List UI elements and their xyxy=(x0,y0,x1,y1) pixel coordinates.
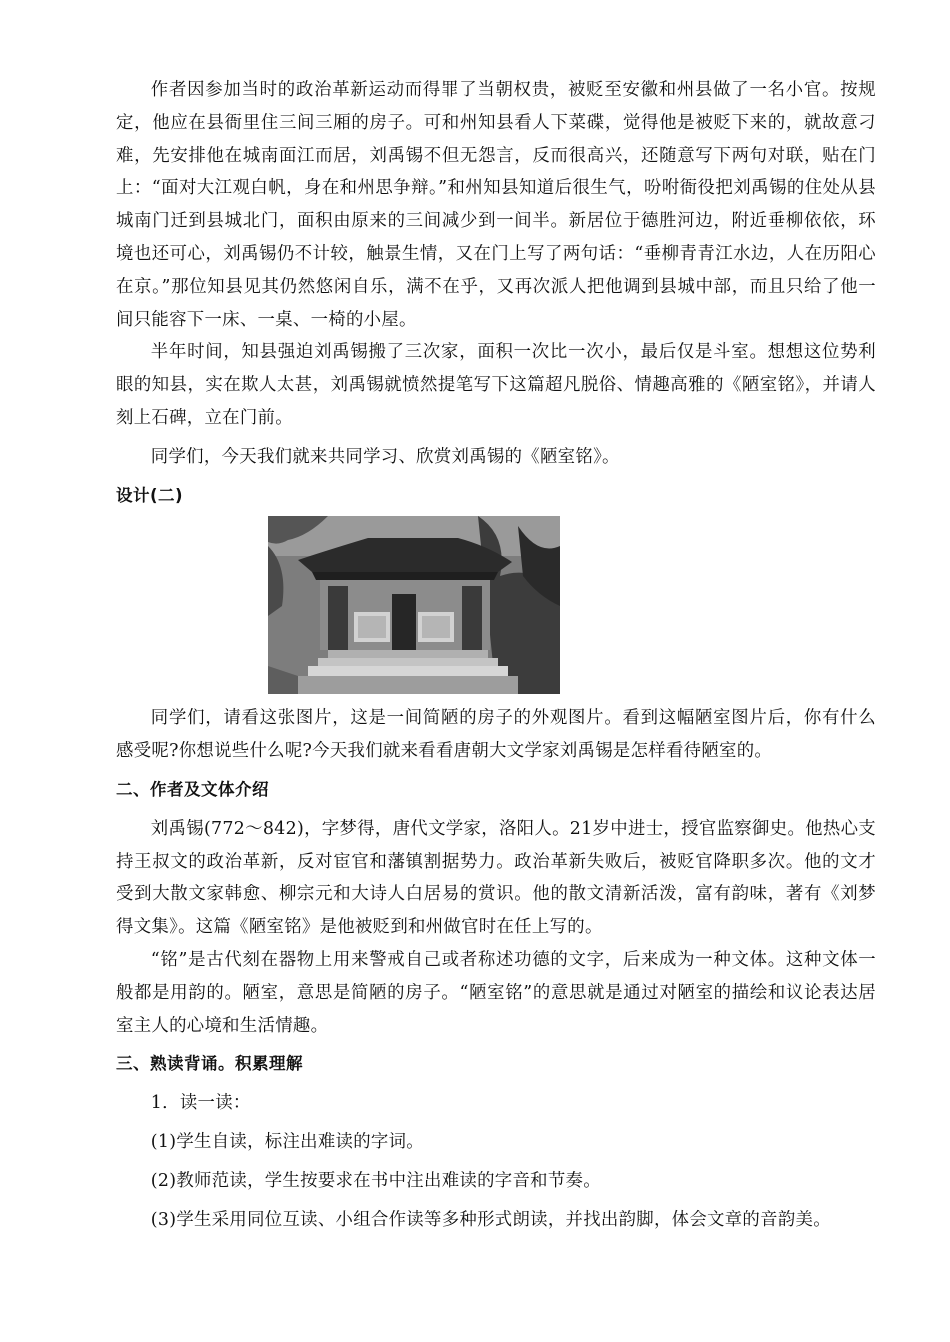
list-item-group-read: (3)学生采用同位互读、小组合作读等多种形式朗读，并找出韵脚，体会文章的音韵美。 xyxy=(150,1209,831,1230)
section-three-heading: 三、熟读背诵。积累理解 xyxy=(116,1054,303,1074)
paragraph-relocations: 半年时间，知县强迫刘禹锡搬了三次家，面积一次比一次小，最后仅是斗室。想想这位势利眼的知县，实在欺人太甚，刘禹锡就愤然提笔写下这篇超凡脱俗、情趣高雅的《陋室铭》，并请人刻上石碑，立在门前。 xyxy=(116,342,876,428)
paragraph-picture-discussion: 同学们，请看这张图片，这是一间简陋的房子的外观图片。看到这幅陋室图片后，你有什么感受呢?你想说些什么呢?今天我们就来看看唐朝大文学家刘禹锡是怎样看待陋室的。 xyxy=(116,708,876,762)
list-item-teacher-read: (2)教师范读，学生按要求在书中注出难读的字音和节奏。 xyxy=(150,1170,601,1191)
humble-house-photo xyxy=(268,516,560,694)
paragraph-author-bio: 刘禹锡(772～842)，字梦得，唐代文学家，洛阳人。21岁中进士，授官监察御史。他热心支持王叔文的政治革新，反对宦官和藩镇割据势力。政治革新失败后，被贬官降职多次。他的文才受到大散文家韩愈、柳宗元和大诗人白居易的赏识。他的散文清新活泼，富有韵味，著有《刘梦得文集》。这篇《陋室铭》是他被贬到和州做官时在任上写的。 xyxy=(116,818,876,938)
paragraph-intro-lesson: 同学们，今天我们就来共同学习、欣赏刘禹锡的《陋室铭》。 xyxy=(150,446,620,467)
paragraph-genre-explanation: “铭”是古代刻在器物上用来警戒自己或者称述功德的文字，后来成为一种文体。这种文体一般都是用韵的。陋室，意思是简陋的房子。“陋室铭”的意思就是通过对陋室的描绘和议论表达居室主人的心境和生活情趣。 xyxy=(116,949,876,1036)
list-item-read: 1．读一读： xyxy=(150,1093,251,1114)
paragraph-background-story: 作者因参加当时的政治革新运动而得罪了当朝权贵，被贬至安徽和州县做了一名小官。按规定，他应在县衙里住三间三厢的房子。可和州知县看人下菜碟，觉得他是被贬下来的，就故意刁难，先安排他在城南面江而居，刘禹锡不但无怨言，反而很高兴，还随意写下两句对联，贴在门上：“面对大江观白帆，身在和州思争辩。”和州知县知道后很生气，吩咐衙役把刘禹锡的住处从县城南门迁到县城北门，面积由原来的三间减少到一间半。新居位于德胜河边，附近垂柳依依，环境也还可心，刘禹锡仍不计较，触景生情，又在门上写了两句话：“垂柳青青江水边，人在历阳心在京。”那位知县见其仍然悠闲自乐，满不在乎，又再次派人把他调到县城中部，而且只给了他一间只能容下一床、一桌、一椅的小屋。 xyxy=(116,80,876,330)
section-two-heading: 二、作者及文体介绍 xyxy=(116,779,269,799)
design-two-heading: 设计(二) xyxy=(116,485,184,505)
document-page xyxy=(116,74,876,1236)
list-item-self-read: (1)学生自读，标注出难读的字词。 xyxy=(150,1131,425,1152)
